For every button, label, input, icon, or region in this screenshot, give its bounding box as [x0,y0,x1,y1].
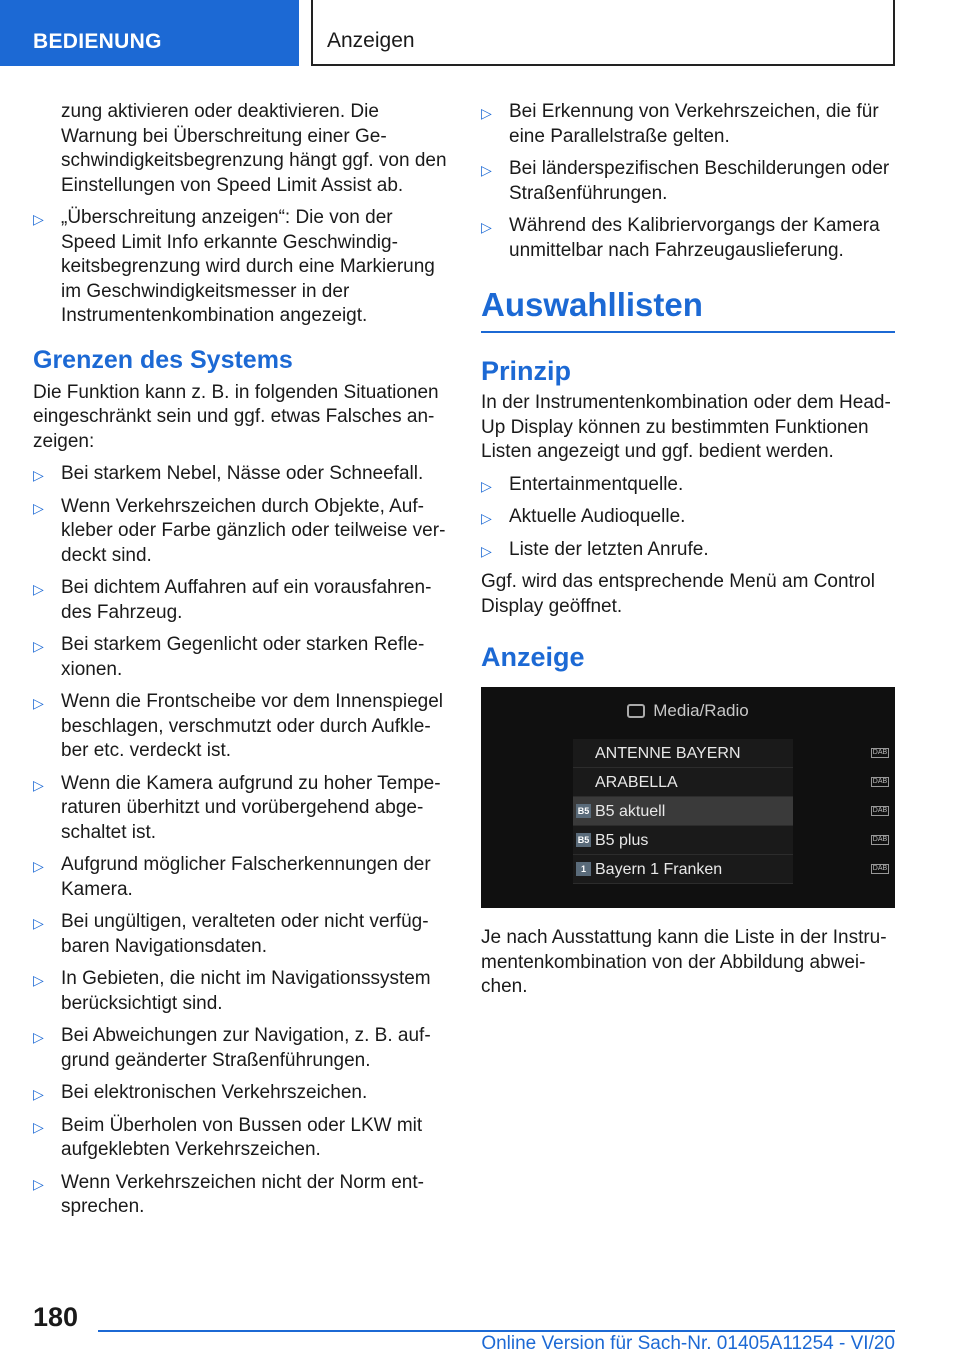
triangle-bullet-icon: ▷ [33,858,44,874]
list-item-text: Wenn Verkehrszeichen durch Objekte, Aufkleber oder Farbe gänzlich oder teilweise verdeckt sind. [61,495,446,566]
triangle-bullet-icon: ▷ [33,915,44,931]
list-item [33,772,448,846]
station-row [573,768,888,797]
station-name: ARABELLA [595,774,678,791]
list-item [33,1024,448,1073]
triangle-bullet-icon: ▷ [481,510,492,526]
triangle-bullet-icon: ▷ [481,105,492,121]
list-item [481,538,895,563]
list-item [33,576,448,625]
list-item-text: „Überschreitung anzeigen“: Die von der Speed Limit Info erkannte Geschwindigkeitsbegrenzung wird durch eine Markierung im Geschwindigkeitsmesser in der Instrumentenkombination angezeigt. [61,207,435,326]
list-item [33,910,448,959]
right-column [481,100,895,1008]
screen-header [481,701,895,721]
station-row [573,826,888,855]
prinzip-bullet-list [481,473,895,563]
triangle-bullet-icon: ▷ [33,499,44,516]
limits-bullet-list [33,462,448,1220]
list-item-text: Aktuelle Audioquelle. [509,506,686,527]
list-item [33,1081,448,1106]
prinzip-note: Ggf. wird das entsprechende Menü am Control Display geöffnet. [481,571,875,617]
list-item-text: Entertainmentquelle. [509,473,684,495]
list-item [33,967,448,1016]
list-item-text: Bei länderspezifischen Beschilderungen oder Straßenführungen. [509,158,890,204]
station-name: B5 plus [595,832,649,849]
list-item [33,853,448,902]
page-number: 180 [33,1302,79,1332]
list-item-text: In Gebieten, die nicht im Navigationssystem berücksichtigt sind. [61,968,431,1014]
triangle-bullet-icon: ▷ [33,1118,44,1135]
list-item [33,1114,448,1163]
triangle-bullet-icon: ▷ [33,638,44,654]
triangle-bullet-icon: ▷ [33,695,44,711]
triangle-bullet-icon: ▷ [33,1029,44,1045]
subheading-prinzip: Prinzip [481,356,572,386]
footer-divider [98,1330,895,1332]
station-name: B5 aktuell [595,803,666,820]
list-item-text: Aufgrund möglicher Falscherkennungen der Kamera. [61,854,431,900]
triangle-bullet-icon: ▷ [481,219,492,235]
triangle-bullet-icon: ▷ [33,467,44,483]
station-row [573,739,888,768]
dab-badge-icon: DAB [872,807,888,814]
triangle-bullet-icon: ▷ [33,1086,44,1102]
triangle-bullet-icon: ▷ [481,477,492,494]
list-item [33,462,448,487]
media-icon [627,704,645,718]
triangle-bullet-icon: ▷ [481,542,492,559]
intro-paragraph: zung aktivieren oder deaktivieren. Die Warnung bei Überschreitung einer Geschwindigkeitsbegrenzung hängt ggf. von den Einstellungen von Speed Limit Assist ab. [61,101,447,196]
station-logo-icon: B5 [577,806,590,816]
list-item [481,214,895,263]
station-row [573,797,888,826]
dab-badge-icon: DAB [872,778,888,785]
left-column [33,100,448,1228]
section-tab [0,0,299,66]
list-item-text: Wenn die Kamera aufgrund zu hoher Temperaturen überhitzt und vorübergehend abgeschaltet ist. [61,772,441,843]
list-item-text: Liste der letzten Anrufe. [509,538,709,560]
station-name: Bayern 1 Franken [595,861,723,878]
list-item-text: Bei elektronischen Verkehrszeichen. [61,1082,368,1103]
subheading-anzeige: Anzeige [481,642,585,672]
triangle-bullet-icon: ▷ [33,972,44,988]
list-item-text: Bei Erkennung von Verkehrszeichen, die für eine Parallelstraße gelten. [509,101,879,147]
list-item [481,473,895,498]
list-item-text: Bei starkem Gegenlicht oder starken Reflexionen. [61,634,425,680]
list-item [33,206,448,329]
dab-badge-icon: DAB [872,865,888,872]
chapter-title: Anzeigen [327,29,415,52]
triangle-bullet-icon: ▷ [33,211,44,227]
triangle-bullet-icon: ▷ [33,581,44,597]
list-item-text: Bei Abweichungen zur Navigation, z. B. aufgrund geänderter Straßenführungen. [61,1025,431,1071]
dab-badge-icon: DAB [872,836,888,843]
section-heading: Grenzen des Systems [33,345,293,374]
list-item-text: Während des Kalibriervorgangs der Kamera unmittelbar nach Fahrzeugauslieferung. [509,215,880,261]
section-paragraph: Die Funktion kann z. B. in folgenden Situationen eingeschränkt sein und ggf. etwas Falsches anzeigen: [33,381,439,452]
display-screenshot [481,687,895,908]
triangle-bullet-icon: ▷ [33,1175,44,1192]
top-bullet-list [481,100,895,263]
list-item-text: Bei starkem Nebel, Nässe oder Schneefall. [61,463,424,484]
triangle-bullet-icon: ▷ [481,162,492,178]
dab-badge-icon: DAB [872,749,888,756]
chapter-box [311,0,895,66]
station-row [573,855,888,884]
list-item [33,1171,448,1220]
main-heading: Auswahllisten [481,285,895,333]
station-list [573,739,888,884]
station-name: ANTENNE BAYERN [595,745,741,762]
station-logo-icon: B5 [577,835,590,845]
intro-bullet-list [33,206,448,329]
list-item-text: Beim Überholen von Bussen oder LKW mit aufgeklebten Verkehrszeichen. [61,1114,423,1160]
list-item [481,100,895,149]
footer-text: Online Version für Sach-Nr. 01405A11254 - VI/20 [481,1333,895,1354]
prinzip-paragraph: In der Instrumentenkombination oder dem Head-Up Display können zu bestimmten Funktionen Listen angezeigt und ggf. bedient werden. [481,392,891,462]
list-item [33,633,448,682]
anzeige-paragraph: Je nach Ausstattung kann die Liste in der Instrumentenkombination von der Abbildung abweichen. [481,927,887,997]
list-item [33,495,448,569]
list-item-text: Bei ungültigen, veralteten oder nicht verfügbaren Navigationsdaten. [61,911,429,957]
list-item-text: Bei dichtem Auffahren auf ein vorausfahrendes Fahrzeug. [61,577,432,623]
station-logo-icon: 1 [576,862,591,876]
list-item [33,690,448,764]
section-label: BEDIENUNG [33,30,162,53]
triangle-bullet-icon: ▷ [33,776,44,793]
screen-title: Media/Radio [653,701,749,720]
list-item [481,157,895,206]
list-item-text: Wenn die Frontscheibe vor dem Innenspiegel beschlagen, verschmutzt oder durch Aufkleber etc. verdeckt ist. [61,691,443,761]
page-header [0,0,960,66]
list-item [481,505,895,530]
list-item-text: Wenn Verkehrszeichen nicht der Norm entsprechen. [61,1171,424,1217]
